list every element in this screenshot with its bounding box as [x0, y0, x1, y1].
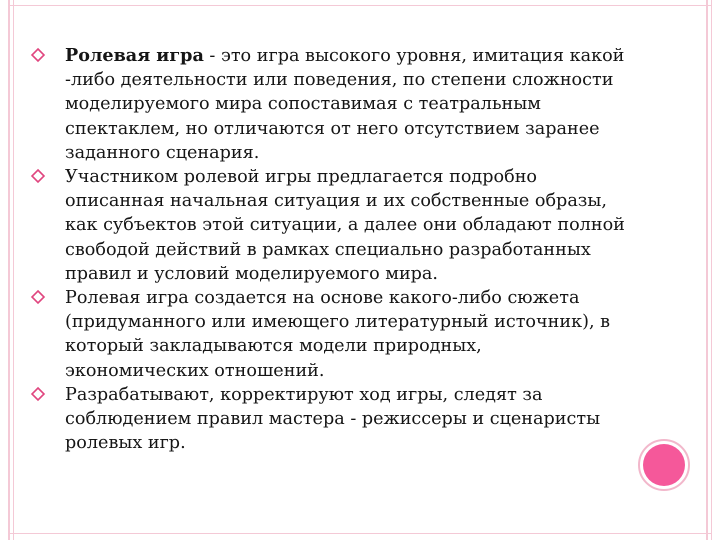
- frame-line-right-inner: [711, 0, 712, 540]
- frame-line-left-inner: [13, 0, 14, 540]
- diamond-outline-icon: [30, 386, 46, 402]
- bullet-item: [30, 383, 630, 456]
- frame-line-left: [8, 0, 10, 540]
- bullet-text: - это игра высокого уровня, имитация какой -либо деятельности или поведения, по степени сложности моделируемого мира сопоставимая с театральным спектаклем, но отличаются от него отсутствием заранее заданного сценария.: [65, 46, 625, 163]
- bullet-term: Ролевая игра: [65, 45, 204, 66]
- frame-line-right: [706, 0, 708, 540]
- bullet-item: [30, 165, 630, 286]
- decorative-circle: [643, 444, 685, 486]
- bullet-text: Разрабатывают, корректируют ход игры, следят за соблюдением правил мастера - режиссеры и сценаристы ролевых игр.: [65, 384, 601, 454]
- frame-line-bottom: [8, 533, 712, 534]
- diamond-outline-icon: [30, 47, 46, 63]
- frame-line-top: [8, 5, 712, 6]
- bullet-text: Участником ролевой игры предлагается подробно описанная начальная ситуация и их собственные образы, как субъектов этой ситуации, а далее они обладают полной свободой действий в рамках специально разработанных правил и условий моделируемого мира.: [65, 167, 625, 284]
- bullet-item: [30, 44, 630, 165]
- bullet-list: [30, 44, 630, 455]
- diamond-outline-icon: [30, 289, 46, 305]
- bullet-text: Ролевая игра создается на основе какого-либо сюжета (придуманного или имеющего литературный источник), в который закладываются модели природных, экономических отношений.: [65, 288, 611, 381]
- bullet-item: [30, 286, 630, 383]
- diamond-outline-icon: [30, 168, 46, 184]
